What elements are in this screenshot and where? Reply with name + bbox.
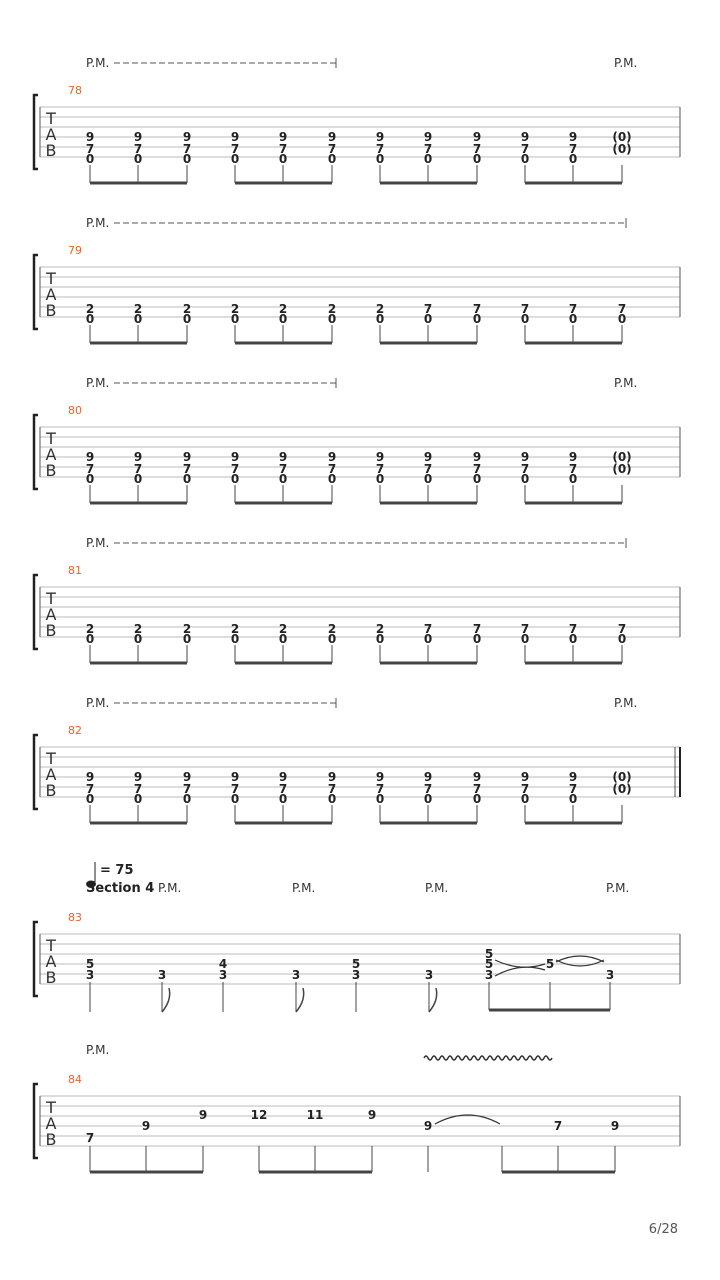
tab-clef-a: A bbox=[45, 952, 57, 971]
fret-number: 2 bbox=[182, 302, 192, 316]
fret-number: 9 bbox=[367, 1108, 377, 1122]
fret-number: 3 bbox=[484, 968, 494, 982]
tab-clef-t: T bbox=[46, 749, 56, 768]
fret-number: 3 bbox=[424, 968, 434, 982]
system-bracket bbox=[34, 575, 38, 649]
fret-number: 3 bbox=[291, 968, 301, 982]
fret-number: 2 bbox=[327, 302, 337, 316]
fret-number: 7 bbox=[520, 622, 530, 636]
fret-number: 0 bbox=[278, 792, 288, 806]
fret-number: 9 bbox=[230, 770, 240, 784]
fret-number: 0 bbox=[375, 312, 385, 326]
bar-number: 79 bbox=[68, 244, 82, 257]
system-bracket bbox=[34, 922, 38, 996]
fret-number: (0) bbox=[612, 130, 632, 144]
fret-number: 7 bbox=[423, 462, 433, 476]
tab-clef-a: A bbox=[45, 285, 57, 304]
fret-number: 0 bbox=[133, 632, 143, 646]
fret-number: 0 bbox=[182, 632, 192, 646]
fret-number: 7 bbox=[617, 302, 627, 316]
system-bracket bbox=[34, 415, 38, 489]
fret-number: 7 bbox=[85, 1131, 95, 1145]
fret-number: 7 bbox=[327, 782, 337, 796]
bar-number: 82 bbox=[68, 724, 82, 737]
fret-number: 0 bbox=[520, 312, 530, 326]
fret-number: 0 bbox=[375, 152, 385, 166]
fret-number: 7 bbox=[520, 142, 530, 156]
fret-number: 7 bbox=[520, 462, 530, 476]
fret-number: 9 bbox=[520, 770, 530, 784]
fret-number: 0 bbox=[423, 472, 433, 486]
fret-number: 9 bbox=[520, 130, 530, 144]
tab-clef-b: B bbox=[45, 781, 57, 800]
tab-clef-b: B bbox=[45, 1130, 57, 1149]
fret-number: 9 bbox=[568, 130, 578, 144]
tab-clef-b: B bbox=[45, 621, 57, 640]
fret-number: 3 bbox=[351, 968, 361, 982]
fret-number: 2 bbox=[182, 622, 192, 636]
fret-number: 2 bbox=[85, 302, 95, 316]
fret-number: 7 bbox=[133, 462, 143, 476]
fret-number: 0 bbox=[617, 632, 627, 646]
fret-number: 0 bbox=[520, 152, 530, 166]
fret-number: 7 bbox=[230, 142, 240, 156]
fret-number: 0 bbox=[230, 632, 240, 646]
fret-number: 9 bbox=[278, 130, 288, 144]
tempo-marking: = 75 bbox=[100, 863, 134, 878]
fret-number: 0 bbox=[278, 632, 288, 646]
palm-mute-label: P.M. bbox=[158, 881, 182, 895]
fret-number: 7 bbox=[568, 622, 578, 636]
fret-number: 0 bbox=[568, 792, 578, 806]
fret-number: 9 bbox=[182, 130, 192, 144]
fret-number: 0 bbox=[278, 152, 288, 166]
fret-number: 7 bbox=[375, 782, 385, 796]
fret-number: 0 bbox=[423, 152, 433, 166]
fret-number: 0 bbox=[85, 472, 95, 486]
fret-number: 7 bbox=[85, 462, 95, 476]
fret-number: 7 bbox=[278, 142, 288, 156]
fret-number: 0 bbox=[423, 312, 433, 326]
palm-mute-label: P.M. bbox=[614, 376, 638, 390]
fret-number: 7 bbox=[423, 622, 433, 636]
fret-number: 4 bbox=[218, 957, 228, 971]
system-bracket bbox=[34, 1084, 38, 1158]
palm-mute-label: P.M. bbox=[86, 536, 110, 550]
fret-number: 9 bbox=[182, 770, 192, 784]
fret-number: 7 bbox=[568, 142, 578, 156]
bar-number: 83 bbox=[68, 911, 82, 924]
fret-number: 9 bbox=[423, 1119, 433, 1133]
fret-number: (0) bbox=[612, 462, 632, 476]
fret-number: 0 bbox=[472, 792, 482, 806]
fret-number: 9 bbox=[85, 770, 95, 784]
vibrato-mark bbox=[424, 1056, 552, 1060]
fret-number: 9 bbox=[327, 130, 337, 144]
slur bbox=[556, 960, 604, 966]
tab-clef-a: A bbox=[45, 445, 57, 464]
fret-number: 9 bbox=[327, 450, 337, 464]
fret-number: 0 bbox=[568, 152, 578, 166]
fret-number: 5 bbox=[351, 957, 361, 971]
fret-number: 2 bbox=[327, 622, 337, 636]
system-bracket bbox=[34, 735, 38, 809]
fret-number: 9 bbox=[198, 1108, 208, 1122]
palm-mute-label: P.M. bbox=[614, 56, 638, 70]
bar-number: 84 bbox=[68, 1073, 82, 1086]
tab-clef-b: B bbox=[45, 968, 57, 987]
note-flag bbox=[162, 988, 170, 1012]
fret-number: 0 bbox=[327, 152, 337, 166]
fret-number: 7 bbox=[520, 302, 530, 316]
fret-number: 9 bbox=[230, 450, 240, 464]
tab-clef-t: T bbox=[46, 429, 56, 448]
section-label: Section 4 bbox=[86, 881, 155, 896]
fret-number: 9 bbox=[85, 130, 95, 144]
fret-number: 9 bbox=[472, 770, 482, 784]
fret-number: 0 bbox=[278, 472, 288, 486]
fret-number: 7 bbox=[85, 782, 95, 796]
fret-number: 7 bbox=[230, 462, 240, 476]
fret-number: 7 bbox=[472, 622, 482, 636]
fret-number: 7 bbox=[553, 1119, 563, 1133]
fret-number: 2 bbox=[230, 302, 240, 316]
fret-number: 9 bbox=[327, 770, 337, 784]
tab-clef-t: T bbox=[46, 936, 56, 955]
fret-number: 0 bbox=[182, 152, 192, 166]
tab-clef-t: T bbox=[46, 109, 56, 128]
fret-number: 0 bbox=[85, 152, 95, 166]
tab-clef-b: B bbox=[45, 301, 57, 320]
fret-number: 7 bbox=[133, 142, 143, 156]
fret-number: 3 bbox=[157, 968, 167, 982]
fret-number: 3 bbox=[218, 968, 228, 982]
fret-number: 0 bbox=[520, 792, 530, 806]
fret-number: 0 bbox=[472, 472, 482, 486]
fret-number: 2 bbox=[133, 302, 143, 316]
fret-number: 7 bbox=[375, 462, 385, 476]
fret-number: 0 bbox=[568, 632, 578, 646]
fret-number: 9 bbox=[278, 770, 288, 784]
fret-number: 2 bbox=[230, 622, 240, 636]
fret-number: 7 bbox=[472, 462, 482, 476]
fret-number: 2 bbox=[375, 302, 385, 316]
fret-number: 9 bbox=[278, 450, 288, 464]
fret-number: 9 bbox=[423, 450, 433, 464]
fret-number: 9 bbox=[141, 1119, 151, 1133]
fret-number: 9 bbox=[375, 770, 385, 784]
fret-number: 0 bbox=[472, 632, 482, 646]
fret-number: 0 bbox=[472, 152, 482, 166]
fret-number: 7 bbox=[327, 462, 337, 476]
palm-mute-label: P.M. bbox=[614, 696, 638, 710]
fret-number: 9 bbox=[375, 450, 385, 464]
fret-number: 0 bbox=[85, 632, 95, 646]
fret-number: 0 bbox=[230, 472, 240, 486]
fret-number: 7 bbox=[423, 782, 433, 796]
fret-number: 0 bbox=[230, 152, 240, 166]
fret-number: 7 bbox=[133, 782, 143, 796]
fret-number: 9 bbox=[568, 770, 578, 784]
fret-number: 2 bbox=[278, 622, 288, 636]
system-bracket bbox=[34, 255, 38, 329]
bar-number: 81 bbox=[68, 564, 82, 577]
fret-number: 0 bbox=[617, 312, 627, 326]
fret-number: 7 bbox=[182, 782, 192, 796]
bar-number: 78 bbox=[68, 84, 82, 97]
palm-mute-label: P.M. bbox=[292, 881, 316, 895]
fret-number: 0 bbox=[520, 632, 530, 646]
system-bracket bbox=[34, 95, 38, 169]
fret-number: 0 bbox=[375, 472, 385, 486]
fret-number: (0) bbox=[612, 782, 632, 796]
fret-number: 0 bbox=[85, 792, 95, 806]
fret-number: 7 bbox=[472, 302, 482, 316]
fret-number: 5 bbox=[484, 947, 494, 961]
note-flag bbox=[296, 988, 304, 1012]
fret-number: 0 bbox=[423, 792, 433, 806]
fret-number: 2 bbox=[85, 622, 95, 636]
fret-number: 2 bbox=[278, 302, 288, 316]
fret-number: 9 bbox=[230, 130, 240, 144]
fret-number: 0 bbox=[133, 472, 143, 486]
fret-number: 0 bbox=[423, 632, 433, 646]
fret-number: 5 bbox=[545, 957, 555, 971]
fret-number: 0 bbox=[133, 152, 143, 166]
fret-number: 0 bbox=[182, 312, 192, 326]
fret-number: 7 bbox=[278, 782, 288, 796]
fret-number: 9 bbox=[423, 130, 433, 144]
palm-mute-label: P.M. bbox=[86, 376, 110, 390]
fret-number: 2 bbox=[133, 622, 143, 636]
fret-number: 0 bbox=[472, 312, 482, 326]
fret-number: 7 bbox=[520, 782, 530, 796]
fret-number: 0 bbox=[133, 792, 143, 806]
fret-number: 7 bbox=[375, 142, 385, 156]
fret-number: 0 bbox=[133, 312, 143, 326]
fret-number: 9 bbox=[568, 450, 578, 464]
tab-clef-a: A bbox=[45, 125, 57, 144]
fret-number: 11 bbox=[306, 1108, 324, 1122]
fret-number: 5 bbox=[484, 957, 494, 971]
fret-number: 5 bbox=[85, 957, 95, 971]
tab-clef-b: B bbox=[45, 461, 57, 480]
tab-clef-a: A bbox=[45, 1114, 57, 1133]
fret-number: 7 bbox=[182, 142, 192, 156]
fret-number: 7 bbox=[617, 622, 627, 636]
fret-number: 7 bbox=[568, 462, 578, 476]
fret-number: 7 bbox=[568, 782, 578, 796]
fret-number: 9 bbox=[182, 450, 192, 464]
fret-number: 0 bbox=[85, 312, 95, 326]
tab-clef-a: A bbox=[45, 765, 57, 784]
fret-number: 9 bbox=[85, 450, 95, 464]
fret-number: 7 bbox=[327, 142, 337, 156]
fret-number: 9 bbox=[133, 770, 143, 784]
fret-number: 0 bbox=[230, 312, 240, 326]
fret-number: 0 bbox=[327, 632, 337, 646]
note-flag bbox=[429, 988, 437, 1012]
palm-mute-label: P.M. bbox=[86, 1043, 110, 1057]
tab-clef-t: T bbox=[46, 589, 56, 608]
fret-number: 0 bbox=[375, 632, 385, 646]
fret-number: 0 bbox=[230, 792, 240, 806]
fret-number: 0 bbox=[568, 312, 578, 326]
fret-number: 0 bbox=[327, 792, 337, 806]
slur bbox=[556, 956, 604, 962]
bar-number: 80 bbox=[68, 404, 82, 417]
fret-number: 0 bbox=[568, 472, 578, 486]
fret-number: 3 bbox=[85, 968, 95, 982]
fret-number: 7 bbox=[230, 782, 240, 796]
fret-number: 9 bbox=[472, 450, 482, 464]
fret-number: 9 bbox=[375, 130, 385, 144]
palm-mute-label: P.M. bbox=[86, 56, 110, 70]
fret-number: (0) bbox=[612, 450, 632, 464]
fret-number: 0 bbox=[520, 472, 530, 486]
fret-number: 7 bbox=[472, 142, 482, 156]
fret-number: 9 bbox=[610, 1119, 620, 1133]
page-number: 6/28 bbox=[648, 1222, 678, 1237]
fret-number: 9 bbox=[520, 450, 530, 464]
fret-number: 7 bbox=[182, 462, 192, 476]
palm-mute-label: P.M. bbox=[606, 881, 630, 895]
tab-clef-t: T bbox=[46, 1098, 56, 1117]
tab-clef-b: B bbox=[45, 141, 57, 160]
fret-number: 2 bbox=[375, 622, 385, 636]
palm-mute-label: P.M. bbox=[86, 216, 110, 230]
tab-clef-a: A bbox=[45, 605, 57, 624]
fret-number: 9 bbox=[472, 130, 482, 144]
fret-number: 12 bbox=[250, 1108, 268, 1122]
fret-number: 7 bbox=[472, 782, 482, 796]
fret-number: 0 bbox=[182, 472, 192, 486]
fret-number: 7 bbox=[278, 462, 288, 476]
fret-number: 3 bbox=[605, 968, 615, 982]
fret-number: 0 bbox=[278, 312, 288, 326]
palm-mute-label: P.M. bbox=[425, 881, 449, 895]
fret-number: 9 bbox=[133, 450, 143, 464]
fret-number: 7 bbox=[423, 302, 433, 316]
fret-number: 0 bbox=[327, 312, 337, 326]
slur bbox=[495, 967, 545, 976]
fret-number: 7 bbox=[423, 142, 433, 156]
tab-clef-t: T bbox=[46, 269, 56, 288]
fret-number: 0 bbox=[375, 792, 385, 806]
fret-number: 0 bbox=[182, 792, 192, 806]
fret-number: (0) bbox=[612, 770, 632, 784]
fret-number: (0) bbox=[612, 142, 632, 156]
fret-number: 9 bbox=[133, 130, 143, 144]
fret-number: 9 bbox=[423, 770, 433, 784]
fret-number: 0 bbox=[327, 472, 337, 486]
palm-mute-label: P.M. bbox=[86, 696, 110, 710]
fret-number: 7 bbox=[85, 142, 95, 156]
fret-number: 7 bbox=[568, 302, 578, 316]
